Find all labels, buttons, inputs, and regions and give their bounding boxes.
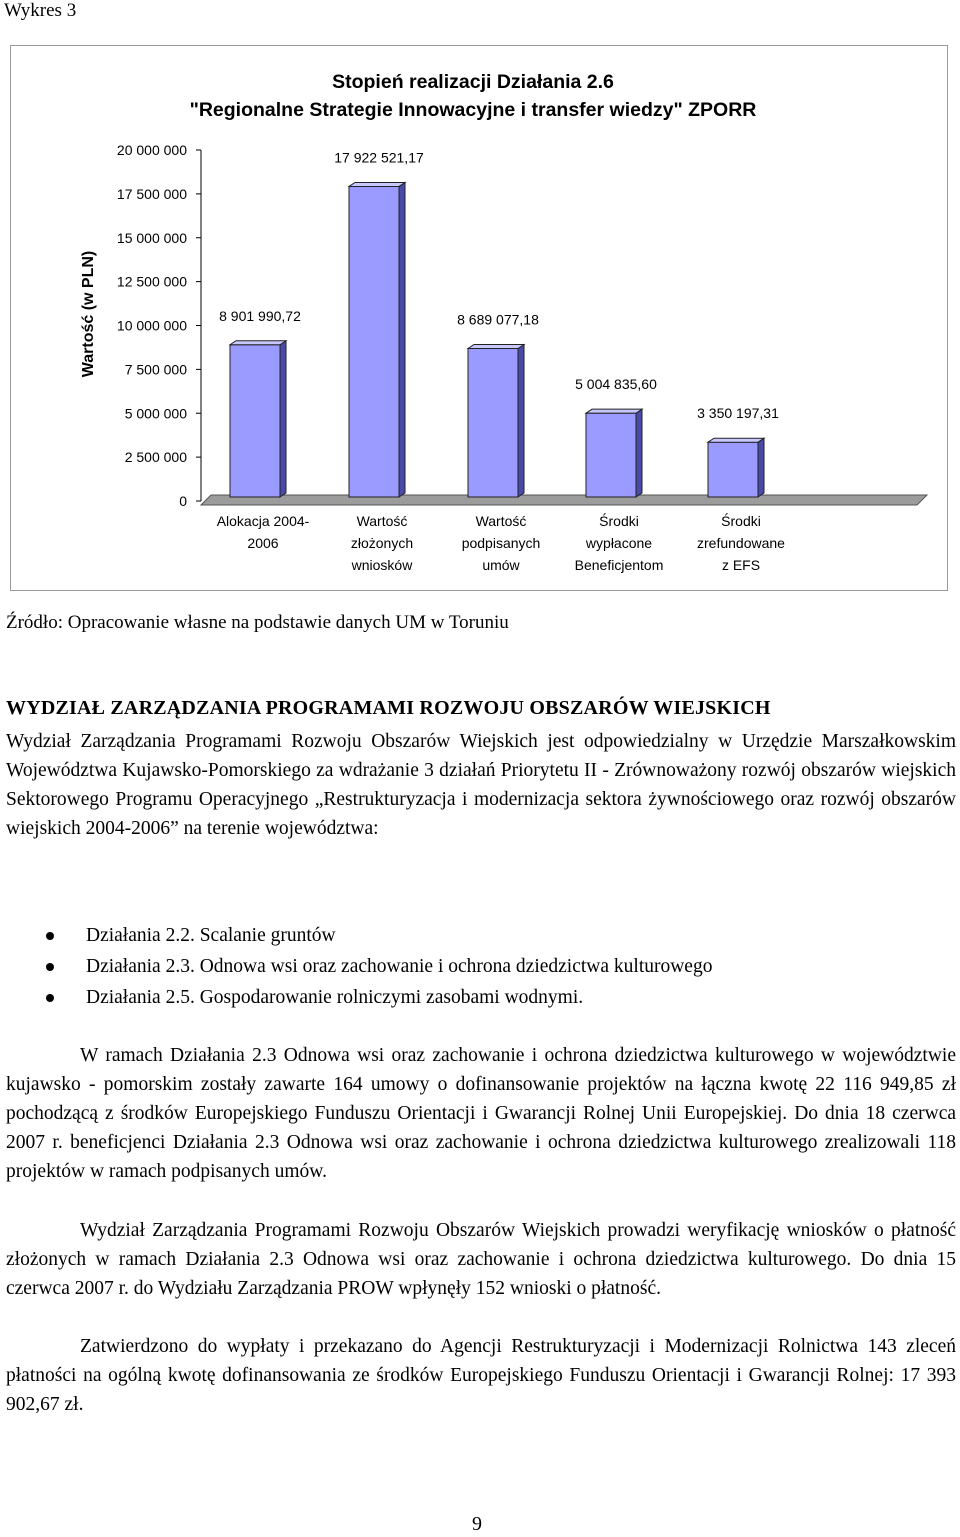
intro-paragraph-text: Wydział Zarządzania Programami Rozwoju Obszarów Wiejskich jest odpowiedzialny w Urzędzie Marszałkowskim Województwa Kujawsko-Pomorskiego za wdrażanie 3 działań Priorytetu II - Zrównoważony rozwój obszarów wiejskich Sektorowego Programu Operacyjnego „Restrukturyzacja i modernizacja sektora żywnościowego oraz rozwój obszarów wiejskich 2004-2006” na terenie województwa: xyxy=(6,731,956,839)
bar-side xyxy=(280,341,286,497)
x-tick-label: umów xyxy=(482,557,520,573)
paragraph-2 xyxy=(6,1041,956,1186)
y-tick-label: 2 500 000 xyxy=(124,449,187,466)
bullet-icon xyxy=(46,932,54,940)
bar-top xyxy=(708,438,764,442)
page-number: 9 xyxy=(472,1513,482,1535)
y-tick-label: 0 xyxy=(179,493,187,509)
y-axis-label: Wartość (w PLN) xyxy=(80,250,97,378)
list-item-text: Działania 2.5. Gospodarowanie rolniczymi zasobami wodnymi. xyxy=(86,987,584,1008)
paragraph-3 xyxy=(6,1216,956,1303)
bar-chart-canvas xyxy=(11,46,947,590)
chart-title-line-2: "Regionalne Strategie Innowacyjne i transfer wiedzy" ZPORR xyxy=(189,99,757,121)
data-label: 8 689 077,18 xyxy=(457,311,539,328)
y-tick-label: 10 000 000 xyxy=(116,317,187,334)
bar-side xyxy=(758,438,764,497)
x-tick-label: Środki xyxy=(599,513,639,529)
x-tick-label: zrefundowane xyxy=(697,535,785,551)
chart-floor xyxy=(201,495,927,505)
y-tick-label: 20 000 000 xyxy=(116,142,187,158)
data-label: 17 922 521,17 xyxy=(334,149,424,166)
paragraph-2-text: W ramach Działania 2.3 Odnowa wsi oraz zachowanie i ochrona dziedzictwa kulturowego w województwie kujawsko - pomorskim zostały zawarte 164 umowy o dofinansowanie projektów na łączna kwotę 22 116 949,85 zł pochodzącą z środków Europejskiego Funduszu Orientacji i Gwarancji Rolnej Unii Europejskiej. Do dnia 18 czerwca 2007 r. beneficjenci Działania 2.3 Odnowa wsi oraz zachowanie i ochrona dziedzictwa kulturowego zrealizowali 118 projektów w ramach podpisanych umów. xyxy=(6,1045,956,1182)
paragraph-4 xyxy=(6,1332,956,1419)
bar-top xyxy=(586,409,642,413)
list-item xyxy=(40,920,712,951)
y-tick-label: 12 500 000 xyxy=(116,273,187,290)
figure-label: Wykres 3 xyxy=(4,0,77,21)
data-label: 5 004 835,60 xyxy=(575,376,657,393)
x-tick-label: 2006 xyxy=(247,535,279,551)
x-tick-label: Środki xyxy=(721,513,761,529)
y-tick-label: 5 000 000 xyxy=(124,405,187,422)
intro-paragraph xyxy=(6,727,956,843)
x-tick-label: podpisanych xyxy=(461,535,541,551)
x-tick-label: Wartość xyxy=(475,513,527,529)
list-item-text: Działania 2.3. Odnowa wsi oraz zachowanie i ochrona dziedzictwa kulturowego xyxy=(86,956,713,977)
list-item xyxy=(40,982,712,1013)
x-tick-label: Wartość xyxy=(356,513,408,529)
bar-side xyxy=(636,409,642,497)
bullet-icon xyxy=(46,994,54,1002)
paragraph-4-text: Zatwierdzono do wypłaty i przekazano do Agencji Restrukturyzacji i Modernizacji Rolnictwa 143 zleceń płatności na ogólną kwotę dofinansowania ze środków Europejskiego Funduszu Orientacji i Gwarancji Rolnej: 17 393 902,67 zł. xyxy=(6,1336,956,1415)
x-tick-label: z EFS xyxy=(721,557,761,573)
paragraph-3-text: Wydział Zarządzania Programami Rozwoju Obszarów Wiejskich prowadzi weryfikację wniosków o płatność złożonych w ramach Działania 2.3 Odnowa wsi oraz zachowanie i ochrona dziedzictwa kulturowego. Do dnia 15 czerwca 2007 r. do Wydziału Zarządzania PROW wpłynęły 152 wnioski o płatność. xyxy=(6,1220,956,1299)
y-tick-label: 17 500 000 xyxy=(116,185,187,202)
y-tick-label: 15 000 000 xyxy=(116,229,187,246)
data-label: 3 350 197,31 xyxy=(697,405,779,422)
bullet-icon xyxy=(46,963,54,971)
x-tick-label: wypłacone xyxy=(585,535,653,551)
bar xyxy=(708,442,758,497)
x-tick-label: Beneficjentom xyxy=(574,557,664,573)
bar xyxy=(230,345,280,497)
bar-top xyxy=(230,341,286,345)
data-label: 8 901 990,72 xyxy=(219,307,301,324)
source-note: Źródło: Opracowanie własne na podstawie danych UM w Toruniu xyxy=(6,612,509,633)
action-list xyxy=(40,920,712,1013)
y-tick-label: 7 500 000 xyxy=(124,361,187,378)
bar xyxy=(586,413,636,497)
chart-title-line-1: Stopień realizacji Działania 2.6 xyxy=(332,71,614,93)
x-tick-label: Alokacja 2004- xyxy=(216,513,310,529)
bar xyxy=(468,349,518,497)
bar-side xyxy=(518,345,524,497)
bar xyxy=(349,186,399,497)
list-item xyxy=(40,951,712,982)
bar-top xyxy=(349,182,405,186)
bar-chart xyxy=(10,45,948,591)
x-tick-label: złożonych xyxy=(350,535,414,551)
bar-side xyxy=(399,182,405,497)
list-item-text: Działania 2.2. Scalanie gruntów xyxy=(86,925,336,946)
bar-top xyxy=(468,345,524,349)
section-heading: WYDZIAŁ ZARZĄDZANIA PROGRAMAMI ROZWOJU OBSZARÓW WIEJSKICH xyxy=(6,697,771,719)
x-tick-label: wniosków xyxy=(351,557,413,573)
